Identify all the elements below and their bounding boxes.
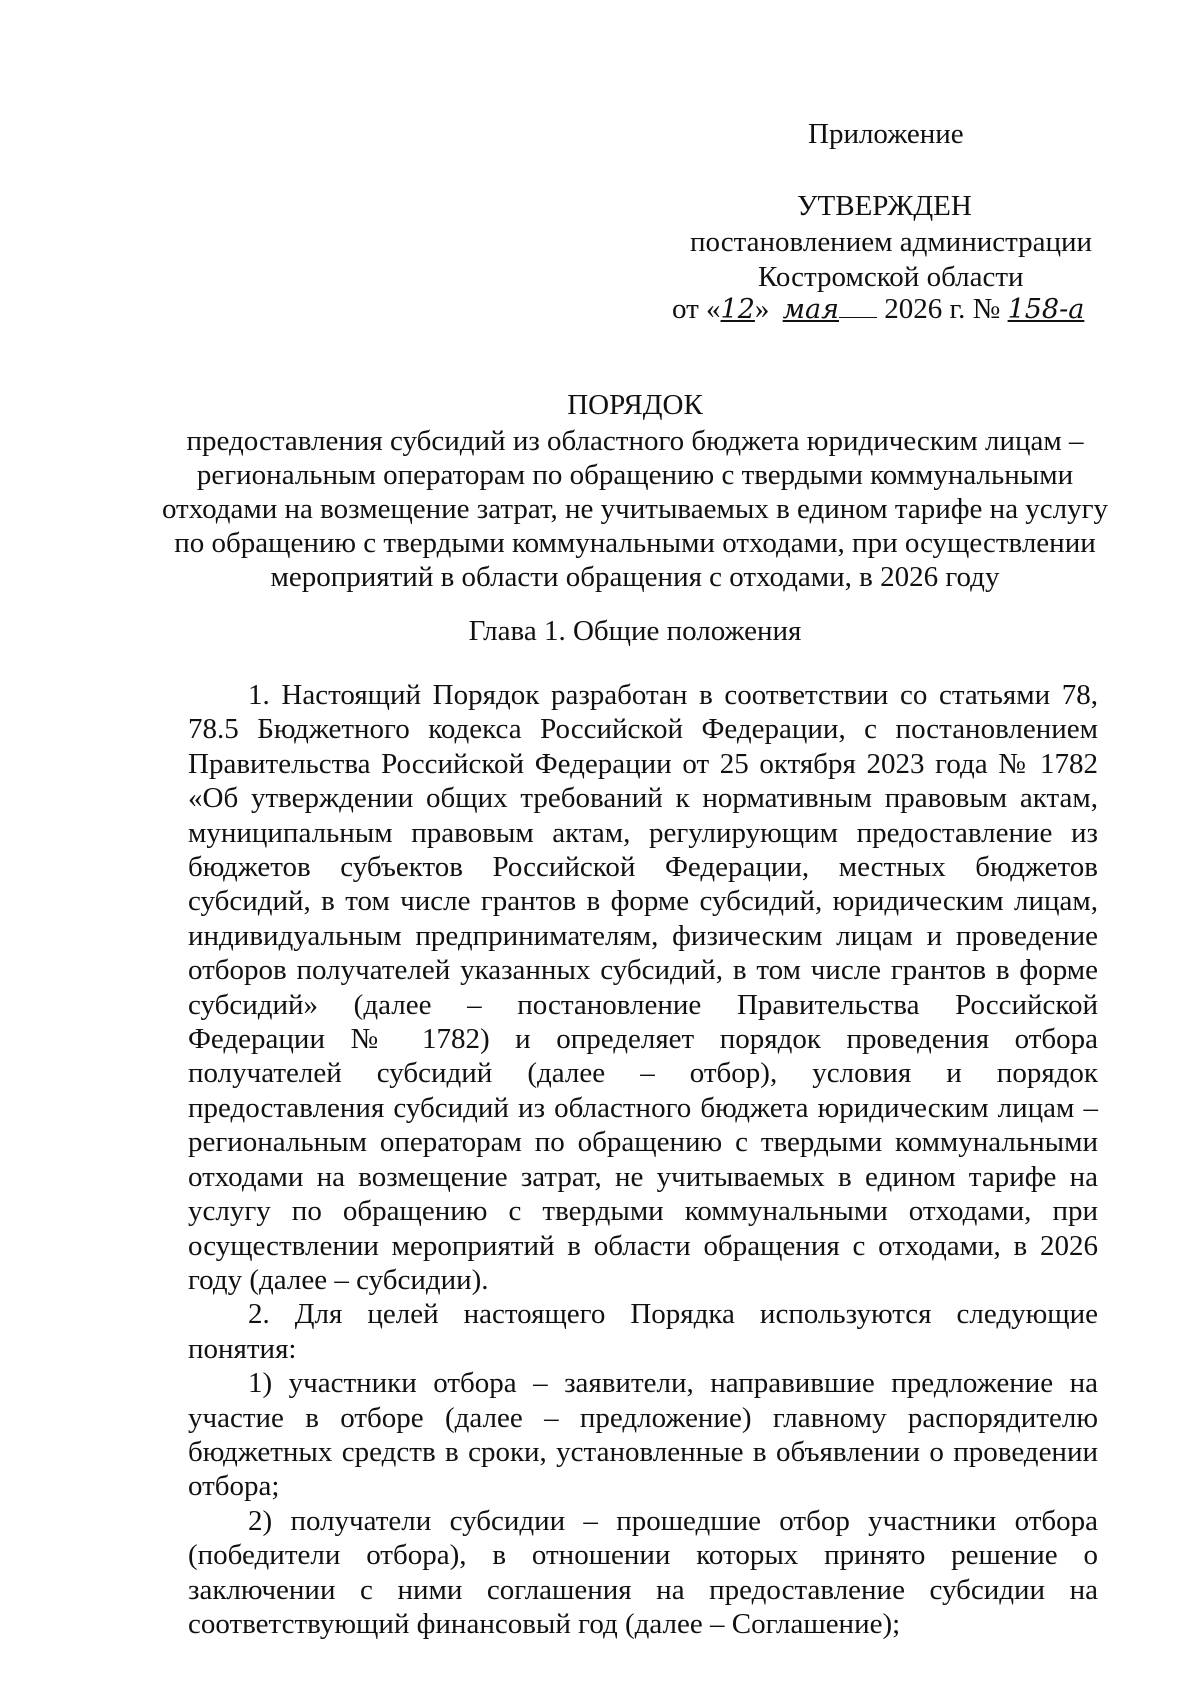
handwritten-day: 12: [720, 294, 755, 325]
approved-by-line-2: Костромской области: [758, 261, 1024, 293]
approval-date-line: [672, 293, 1084, 326]
year-and-number-label: 2026 г. №: [884, 293, 1001, 325]
document-subtitle: предоставления субсидий из областного бюджета юридическим лицам – региональным операторам по обращению с твердыми коммунальными отходами на возмещение затрат, не учитываемых в едином тарифе на услугу по обращению с твердыми коммунальными отходами, при осуществлении мероприятий в области обращения с отходами, в 2026 году: [161, 425, 1109, 593]
paragraph-2: 2. Для целей настоящего Порядка используются следующие понятия:: [188, 1298, 1098, 1365]
approved-by-line-1: постановлением администрации: [690, 226, 1093, 258]
approved-label: УТВЕРЖДЕН: [797, 190, 972, 222]
document-body: [188, 678, 1098, 1641]
date-prefix: от «: [672, 293, 721, 325]
document-title: ПОРЯДОК: [567, 389, 703, 421]
paragraph-2-item-2: 2) получатели субсидии – прошедшие отбор участники отбора (победители отбора), в отношении которых принято решение о заключении с ними соглашения на предоставление субсидии на соответствующий финансовый год (далее – Соглашение);: [188, 1504, 1098, 1640]
paragraph-1: 1. Настоящий Порядок разработан в соответствии со статьями 78, 78.5 Бюджетного кодекса Российской Федерации, с постановлением Правительства Российской Федерации от 25 октября 2023 года № 1782 «Об утверждении общих требований к нормативным правовым актам, муниципальным правовым актам, регулирующим предоставление из бюджетов субъектов Российской Федерации, местных бюджетов субсидий, в том числе грантов в форме субсидий, юридическим лицам, индивидуальным предпринимателям, физическим лицам и проведение отборов получателей указанных субсидий, в том числе грантов в форме субсидий» (далее – постановление Правительства Российской Федерации № 1782) и определяет порядок проведения отбора получателей субсидий (далее – отбор), условия и порядок предоставления субсидий из областного бюджета юридическим лицам – региональным операторам по обращению с твердыми коммунальными отходами на возмещение затрат, не учитываемых в едином тарифе на услугу по обращению с твердыми коммунальными отходами, при осуществлении мероприятий в области обращения с отходами, в 2026 году (далее – субсидии).: [188, 679, 1098, 1296]
date-mid: »: [754, 293, 770, 325]
paragraph-2-item-1: 1) участники отбора – заявители, направившие предложение на участие в отборе (далее – предложение) главному распорядителю бюджетных средств в сроки, установленные в объявлении о проведении отбора;: [188, 1367, 1098, 1503]
document-title-block: [160, 388, 1110, 594]
appendix-label: Приложение: [808, 118, 964, 150]
chapter-heading: Глава 1. Общие положения: [468, 615, 802, 647]
handwritten-number: 158-а: [1007, 294, 1085, 325]
handwritten-month: мая: [782, 294, 840, 325]
month-blank-line: [839, 293, 877, 318]
